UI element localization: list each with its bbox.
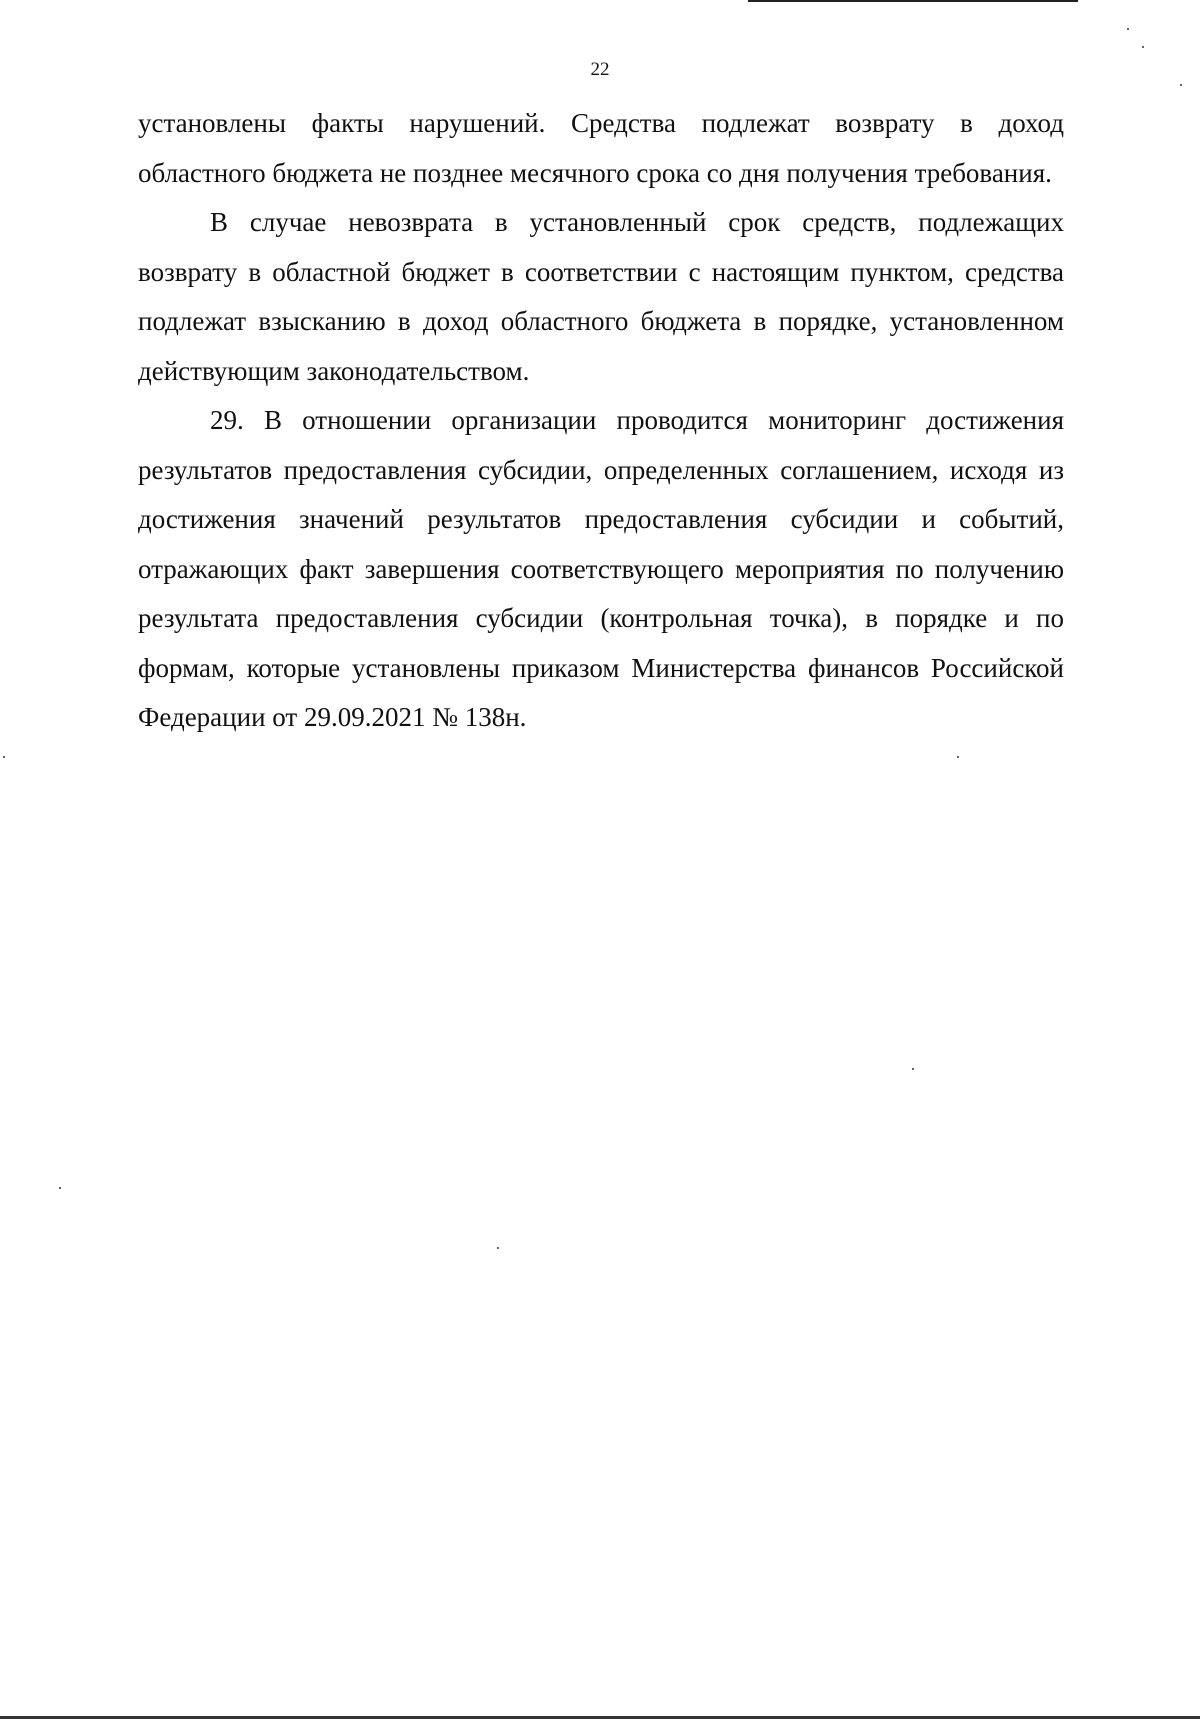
scan-speck: [59, 1187, 61, 1189]
scan-speck: [497, 1247, 499, 1249]
scan-speck: [1180, 84, 1182, 86]
paragraph-continuation: установлены факты нарушений. Средства подлежат возврату в доход областного бюджета не позднее месячного срока со дня получения требования.: [138, 108, 1064, 188]
scan-speck: [912, 1068, 914, 1070]
paragraph-non-return: В случае невозврата в установленный срок средств, подлежащих возврату в областной бюджет в соответствии с настоящим пунктом, средства подлежат взысканию в доход областного бюджета в порядке, установленном действующим законодательством.: [138, 207, 1064, 386]
scan-speck: [957, 756, 959, 758]
page-number: 22: [590, 59, 610, 80]
scan-speck: [1127, 28, 1129, 30]
scan-speck: [1142, 46, 1144, 48]
scan-speck: [3, 756, 5, 758]
scan-edge-mark: [748, 0, 1078, 2]
document-body: [138, 99, 1064, 743]
paragraph-29-monitoring: 29. В отношении организации проводится мониторинг достижения результатов предоставления субсидии, определенных соглашением, исходя из достижения значений результатов предоставления субсидии и событий, отражающих факт завершения соответствующего мероприятия по получению результата предоставления субсидии (контрольная точка), в порядке и по формам, которые установлены приказом Министерства финансов Российской Федерации от 29.09.2021 № 138н.: [138, 405, 1064, 732]
